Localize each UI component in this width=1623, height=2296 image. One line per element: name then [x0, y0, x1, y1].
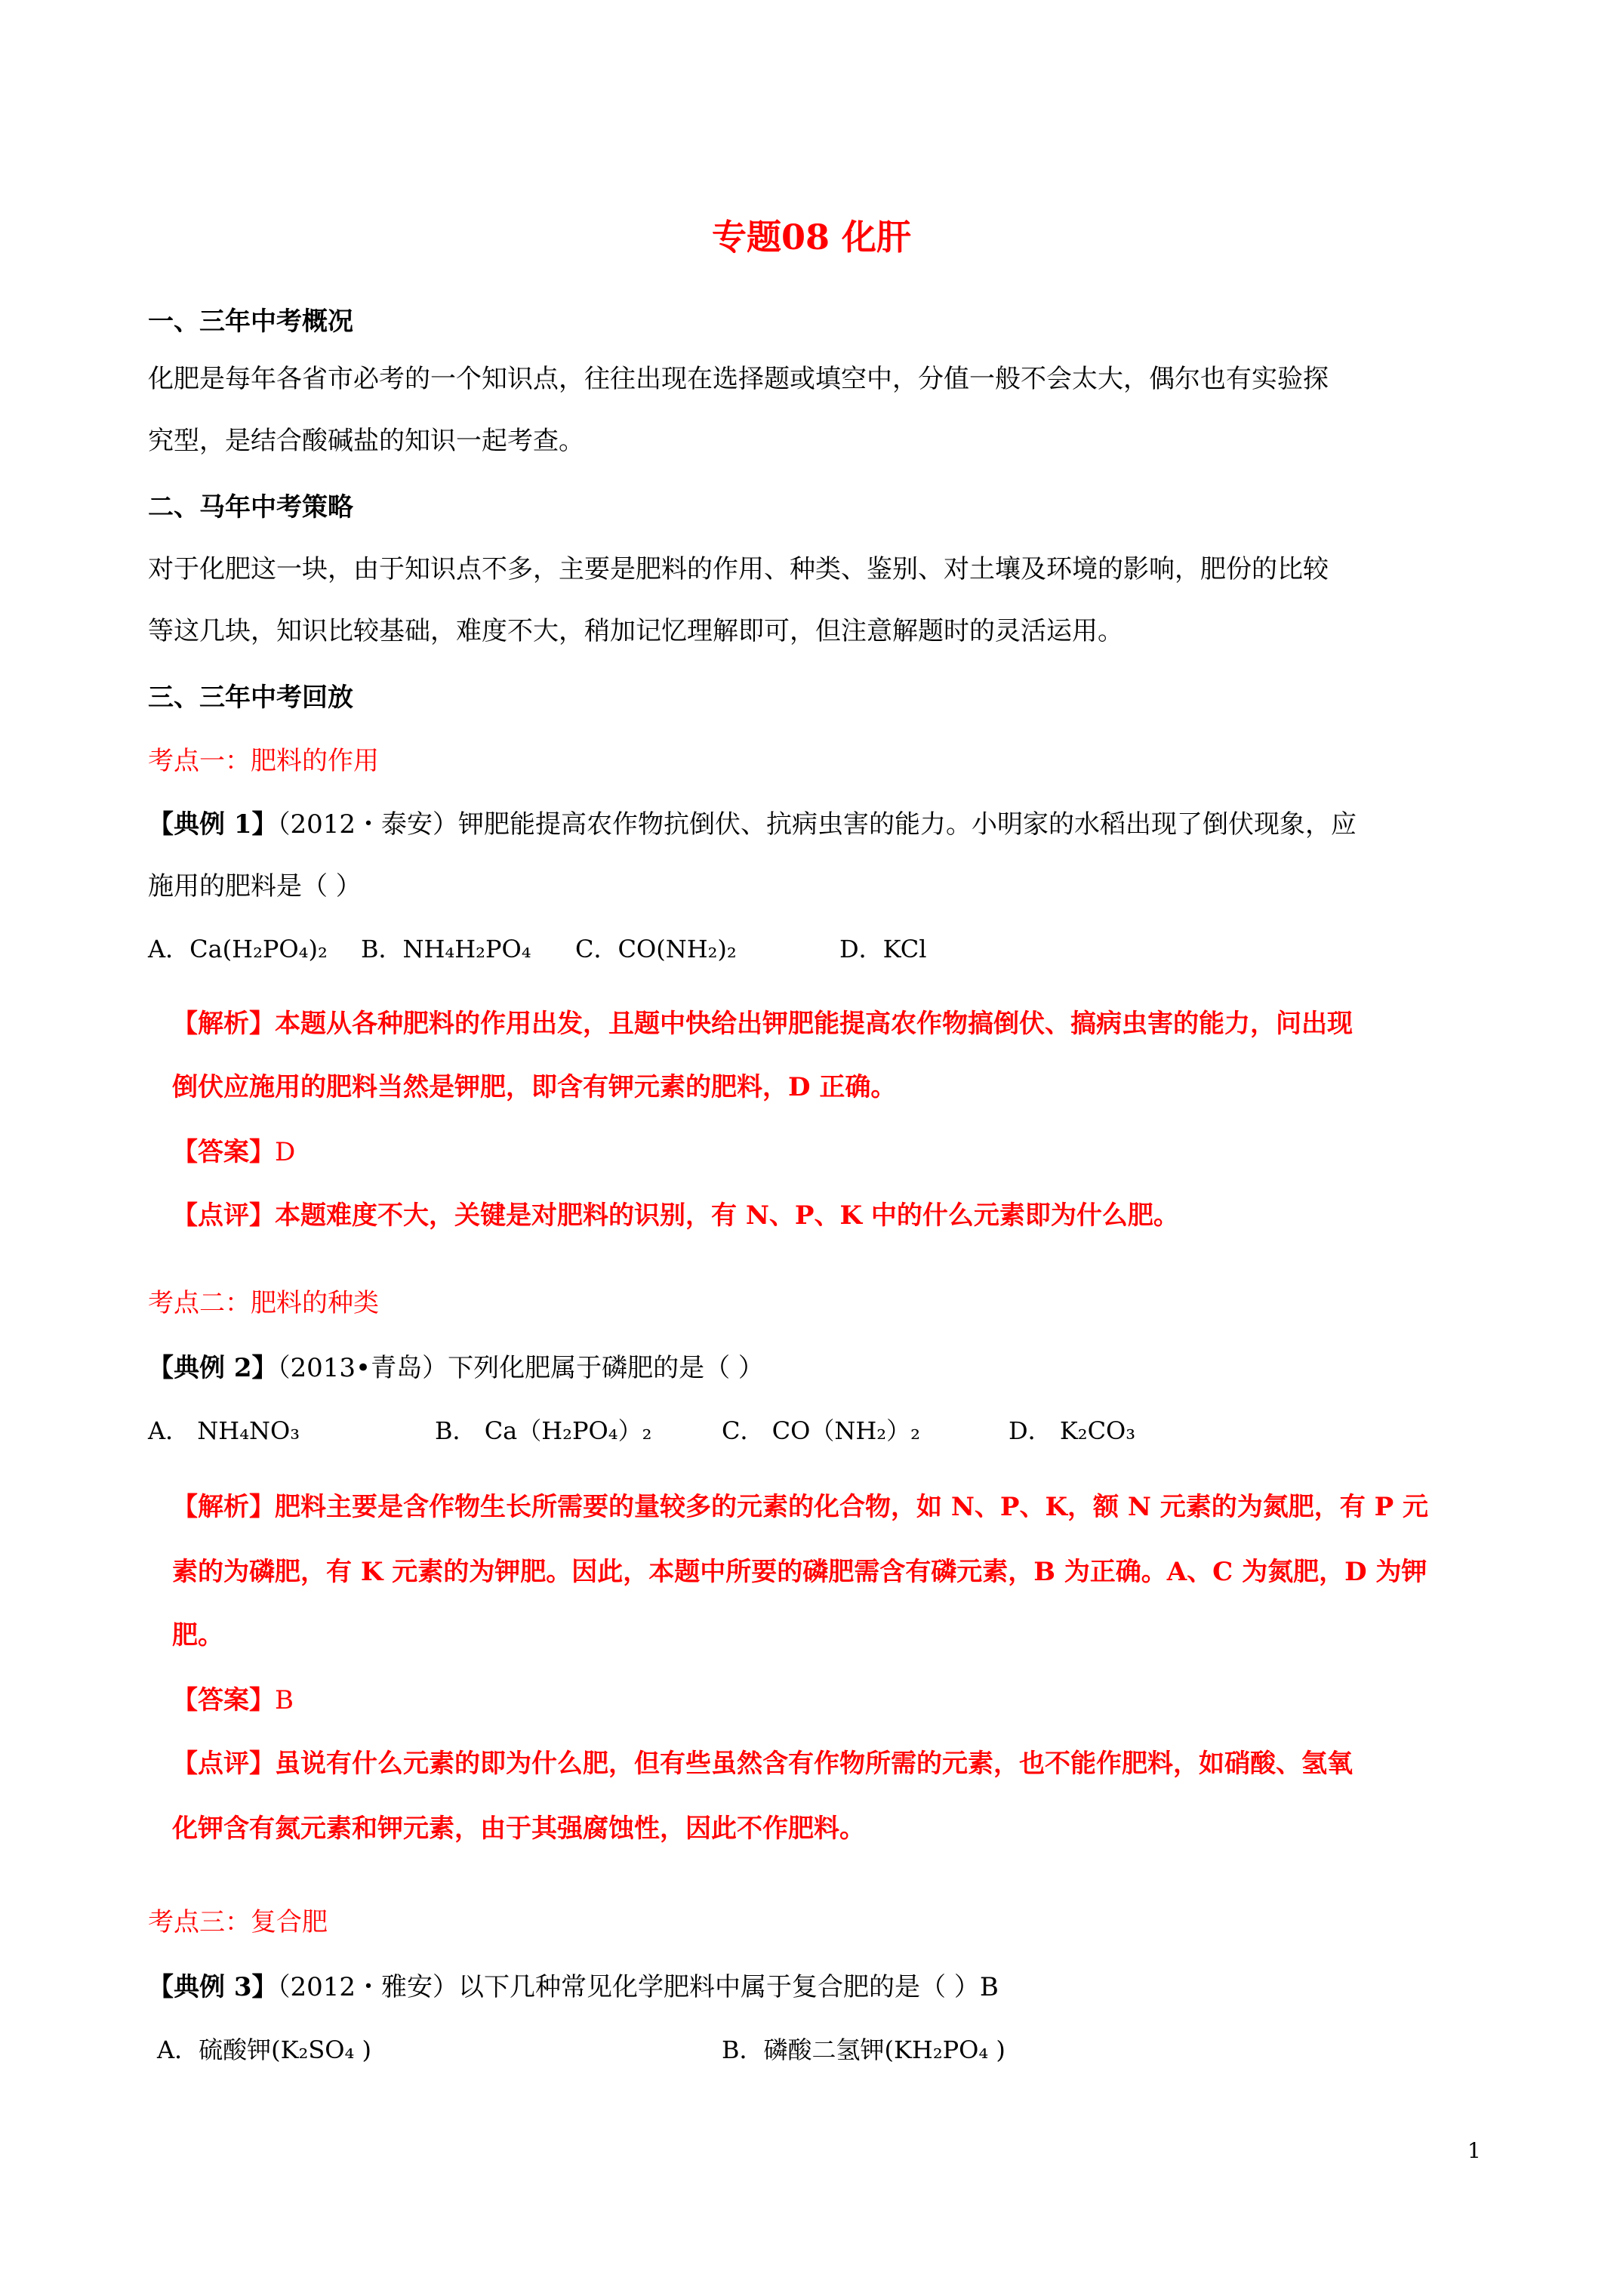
example-2-option-a: A． NH₄NO₃ — [148, 1416, 300, 1445]
example-3-option-a: A．硫酸钾(K₂SO₄ ) — [157, 2036, 371, 2064]
example-1-option-d: D．KCl — [839, 935, 927, 963]
example-2-option-d: D． K₂CO₃ — [1009, 1416, 1136, 1445]
comment-tag: 【点评】 — [172, 1200, 275, 1231]
kaodian-1-heading: 考点一：肥料的作用 — [148, 746, 379, 776]
example-1-question-line-1: 【典例 1】（2012・泰安）钾肥能提高农作物抗倒伏、抗病虫害的能力。小明家的水稻出现了倒伏现象，应 — [148, 809, 1357, 840]
example-1-analysis-line-1: 【解析】本题从各种肥料的作用出发，且题中快给出钾肥能提高农作物搞倒伏、搞病虫害的能力，问出现 — [172, 1009, 1353, 1039]
example-1-option-a: A．Ca(H₂PO₄)₂ — [148, 935, 328, 963]
example-1-tag: 【典例 1】 — [148, 809, 278, 840]
example-2-analysis-line-1: 【解析】肥料主要是含作物生长所需要的量较多的元素的化合物，如 N、P、K，额 N 元素的为氮肥，有 P 元 — [172, 1492, 1429, 1522]
example-2-answer: 【答案】B — [172, 1685, 294, 1715]
example-1-answer: 【答案】D — [172, 1137, 296, 1167]
strategy-line-2: 等这几块，知识比较基础，难度不大，稍加记忆理解即可，但注意解题时的灵活运用。 — [148, 616, 1123, 646]
example-2-tag: 【典例 2】 — [148, 1353, 278, 1383]
example-2-option-b: B． Ca（H₂PO₄）₂ — [435, 1416, 652, 1445]
overview-line-2: 究型，是结合酸碱盐的知识一起考查。 — [148, 426, 584, 456]
analysis-tag: 【解析】 — [172, 1009, 275, 1039]
kaodian-3-heading: 考点三：复合肥 — [148, 1907, 328, 1937]
answer-tag: 【答案】 — [172, 1685, 275, 1715]
overview-line-1: 化肥是每年各省市必考的一个知识点，往往出现在选择题或填空中，分值一般不会太大，偶尔也有实验探 — [148, 364, 1329, 394]
section-heading-review: 三、三年中考回放 — [148, 683, 353, 713]
page-number: 1 — [1467, 2138, 1481, 2163]
example-2-question: 【典例 2】（2013•青岛）下列化肥属于磷肥的是（ ） — [148, 1353, 764, 1383]
example-2-comment-line-2: 化钾含有氮元素和钾元素，由于其强腐蚀性，因此不作肥料。 — [172, 1814, 865, 1844]
example-2-analysis-line-3: 肥。 — [172, 1620, 223, 1650]
example-1-comment: 【点评】本题难度不大，关键是对肥料的识别，有 N、P、K 中的什么元素即为什么肥。 — [172, 1200, 1179, 1231]
kaodian-2-heading: 考点二：肥料的种类 — [148, 1288, 379, 1318]
answer-tag: 【答案】 — [172, 1137, 275, 1167]
strategy-line-1: 对于化肥这一块，由于知识点不多，主要是肥料的作用、种类、鉴别、对土壤及环境的影响，肥份的比较 — [148, 554, 1329, 584]
example-2-option-c: C． CO（NH₂）₂ — [722, 1416, 920, 1445]
comment-tag: 【点评】 — [172, 1749, 275, 1779]
page-title: 专题08 化肝 — [711, 217, 912, 257]
example-3-question: 【典例 3】（2012・雅安）以下几种常见化学肥料中属于复合肥的是（ ）B — [148, 1972, 999, 2002]
example-1-option-b: B．NH₄H₂PO₄ — [361, 935, 531, 963]
example-2-analysis-line-2: 素的为磷肥，有 K 元素的为钾肥。因此，本题中所要的磷肥需含有磷元素，B 为正确。A、C 为氮肥，D 为钾 — [172, 1557, 1427, 1587]
section-heading-overview: 一、三年中考概况 — [148, 307, 353, 337]
example-3-option-b: B．磷酸二氢钾(KH₂PO₄ ) — [722, 2036, 1006, 2064]
analysis-tag: 【解析】 — [172, 1492, 275, 1522]
example-3-tag: 【典例 3】 — [148, 1972, 278, 2002]
section-heading-strategy: 二、马年中考策略 — [148, 492, 353, 522]
example-2-comment-line-1: 【点评】虽说有什么元素的即为什么肥，但有些虽然含有作物所需的元素，也不能作肥料，如硝酸、氢氧 — [172, 1749, 1353, 1779]
example-1-analysis-line-2: 倒伏应施用的肥料当然是钾肥，即含有钾元素的肥料，D 正确。 — [172, 1072, 897, 1102]
example-1-option-c: C．CO(NH₂)₂ — [575, 935, 737, 963]
example-1-question-line-2: 施用的肥料是（ ） — [148, 871, 362, 901]
